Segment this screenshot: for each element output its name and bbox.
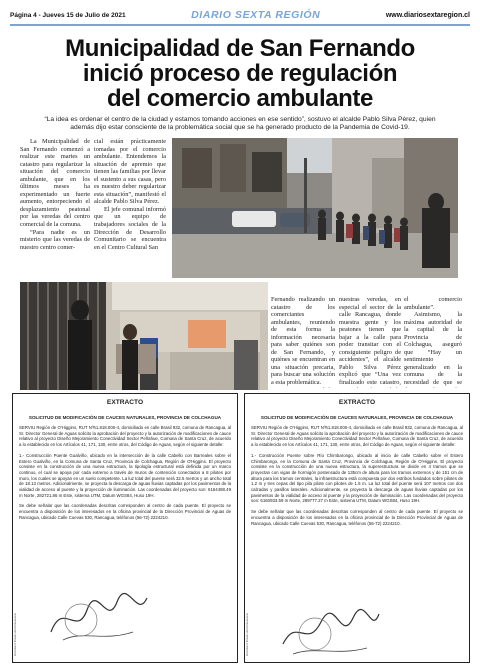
article-column-fernando-text [271,296,335,388]
paragraph: Fernando realizando un catastro de los comerciantes ambulantes, reuniendo de esta forma la información necesaria para saber quiénes son de San Fernando, y quiénes se encuentran en una situación precaria, para buscar una solución a esta problemática. [271,296,335,387]
extract-paragraph: SERVIU Región de O'Higgins, RUT Nº61.818.000-4, domiciliado en calle Brasil 932, comuna de Rancagua, al Sr. Director General de Aguas solicito la aprobación del proyecto y la autorización de modificaciones de cauce relativo al proyecto Diseño Mejoramiento Conectividad Sector Peñahue, Comuna de Santa Cruz, de acuerdo a lo establecido en los Artículos 41, 171, 130, entre otros, del Código de Aguas, según el siguiente detalle: [19,425,231,448]
article-headline [10,36,470,111]
paragraph: El jefe comunal informó que un equipo de trabajadores sociales de la Dirección de Desarrollo Comunitario se encuentra en el Centro Cultural San [94,205,166,251]
page-date: Página 4 - Jueves 15 de Julio de 2021 [10,11,126,19]
extract-title: EXTRACTO [106,399,144,406]
extract-side-note: Documento firmado electrónicamente [246,612,249,656]
headline-line: inició proceso de regulación [82,60,398,87]
extract-paragraph: Se debe señalar que las coordenadas descritas corresponden al centro de cada puente. El proyecto se encuentra a disposición de los interesados en la oficina provincial de la Dirección Provincial de Aguas de Rancagua, ubicado Calle Cuevas 530, Rancagua, teléfonos (56-72) 2224210. [19,503,231,520]
extract-paragraph: 1.- Construcción Puente Gualviño, ubicado en la intersección de la calle Cabello con Barreales sobre el Estero Gualviño, en la Comuna de Santa Cruz, Provincia de Colchagua, Región de O'Higgins. El proyecto consiste en la construcción de una nueva estructura, la tipología estructural está definida por un marco continuo, el cual se apoya por cada extremo a través de muros de contención conectados a 8 pilotes por muro, los cuales se apoyan en un suelo competente. La luz total del puente será 32.5 metros y un ancho total de 18.13 metros. Adicionalmente, se proyecta la descarga de aguas lluvias captadas por los pavimentos de la vialidad de acceso al puente y la proyección de iluminación. Las coordenadas del proyecto son: 6164488.49 m Norte, 282721.86 m Este, sistema UTM, Datum WGS84, Huso 19H. [19,452,231,498]
extract-paragraph: Se debe señalar que las coordenadas descritas corresponden al centro de cada puente. El proyecto se encuentra a disposición de los interesados en la oficina provincial de la Dirección Provincial de Aguas de Rancagua, ubicado Calle Cuevas 530, Rancagua, teléfonos (56-72) 2224210. [251,509,463,526]
extract-paragraph: 1.- Construcción Puente sobre Río Chimbarongo, ubicado al inicio de calle Cabello sobre el Estero Chimbarongo, en la Comuna de Santa Cruz, Provincia de Colchagua, Región de O'Higgins. El proyecto consiste en la construcción de una nueva estructura, la superestructura se divide en 4 tramos que se proyectan con vigas de hormigón postensado de 135cm de altura para los tramos extremos y de 151 cm de altura para los tramos centrales, la infraestructura está compuesta por dos estribos fundados sobre pilotes de 1.2 m y tres cepas del tipo pila pilote con pilotes de 1.5 m. La luz total del puente será 107 metros con dos calzadas y pasillos laterales. Adicionalmente, se proyecta la descarga de aguas lluvias captadas por los pavimentos de la vialidad de acceso al puente y la proyección de iluminación. Las coordenadas del proyecto son: 6160933.59 m Norte, 289777.27 m Este, sistema UTM, Datum WGS84, Huso 19H. [251,452,463,504]
paragraph: el comercio ambulante”. [404,296,462,311]
legal-extract-left [12,393,238,663]
extract-subtitle: SOLICITUD DE MODIFICACIÓN DE CAUCES NATURALES, PROVINCIA DE COLCHAGUA [28,415,222,420]
legal-extract-right [244,393,470,663]
paragraph [271,387,335,388]
signature-stamp [43,580,153,650]
signature-stamp [275,594,385,664]
photo-street-queue [172,138,458,278]
article-column-5 [404,296,462,388]
newspaper-brand: DIARIO SEXTA REGIÓN [191,9,321,21]
headline-line: Municipalidad de San Fernando [65,35,415,62]
article-column-3-end [216,298,217,299]
extract-paragraph: SERVIU Región de O'Higgins, RUT Nº61.818.000-4, domiciliado en calle Brasil 932, comuna de Rancagua, al Sr. Director General de Aguas solicito la aprobación del proyecto y la autorización de modificaciones de cauce relativo al proyecto Diseño Mejoramiento Conectividad Sector Peñahue, Comuna de Santa Cruz, de acuerdo a lo establecido en los Artículos 41, 171, 130, entre otros, del Código de Aguas, según el siguiente detalle: [251,425,463,448]
header-rule [10,24,470,26]
page-header [10,7,470,23]
article-column-4 [339,296,401,388]
paragraph: Asimismo, la máxima autoridad de la capital de la Provincia de Colchagua, aseguró que “Hay un sentimiento generalizado en la comuna de la necesidad de que se [404,311,462,387]
website-link[interactable]: www.diariosextaregion.cl [385,11,470,19]
headline-line: del comercio ambulante [107,85,373,112]
article-column-2 [94,138,166,278]
extract-side-note: Documento firmado electrónicamente [14,612,17,656]
extract-subtitle: SOLICITUD DE MODIFICACIÓN DE CAUCES NATURALES, PROVINCIA DE COLCHAGUA [260,415,454,420]
paragraph: nuestras veredas, en especial el sector de la calle Rancagua, donde muestra gente y los peatones tienen que bajar a la calle para poder transitar con el consiguiente peligro de accidentes”, el alcalde Pablo Silva Pérez explicó que “Una vez finalizado este catastro, [339,296,401,387]
paragraph: cial están prácticamente tomadas por el comercio ambulante. Entendemos la situación de apremio que tienen las familias por llevar el sustento a sus casas, pero es nuestro deber regularizar esta situación”, manifestó el alcalde Pablo Silva Pérez. [94,138,166,206]
article-lede: “La idea es ordenar el centro de la ciudad y estamos tomando acciones en ese sentido”, sostuvo el alcalde Pablo Silva Pérez, quien además dijo estar consciente de la problemática social que se ha generado producto de la Pandemia de Covid-19. [44,116,436,131]
paragraph: La Municipalidad de San Fernando comenzó a realizar este martes un catastro para regularizar la situación del comercio ambulante, que en los últimos meses ha experimentado un fuerte aumento, entorpeciendo el desplazamiento peatonal por las veredas del centro comercial de la comuna. [20,138,90,229]
extract-title: EXTRACTO [338,399,376,406]
photo-street-vendors [20,282,268,390]
article-column-1 [20,138,90,278]
paragraph: “Para nadie es un misterio que las veredas de nuestro centro comer- [20,228,90,251]
